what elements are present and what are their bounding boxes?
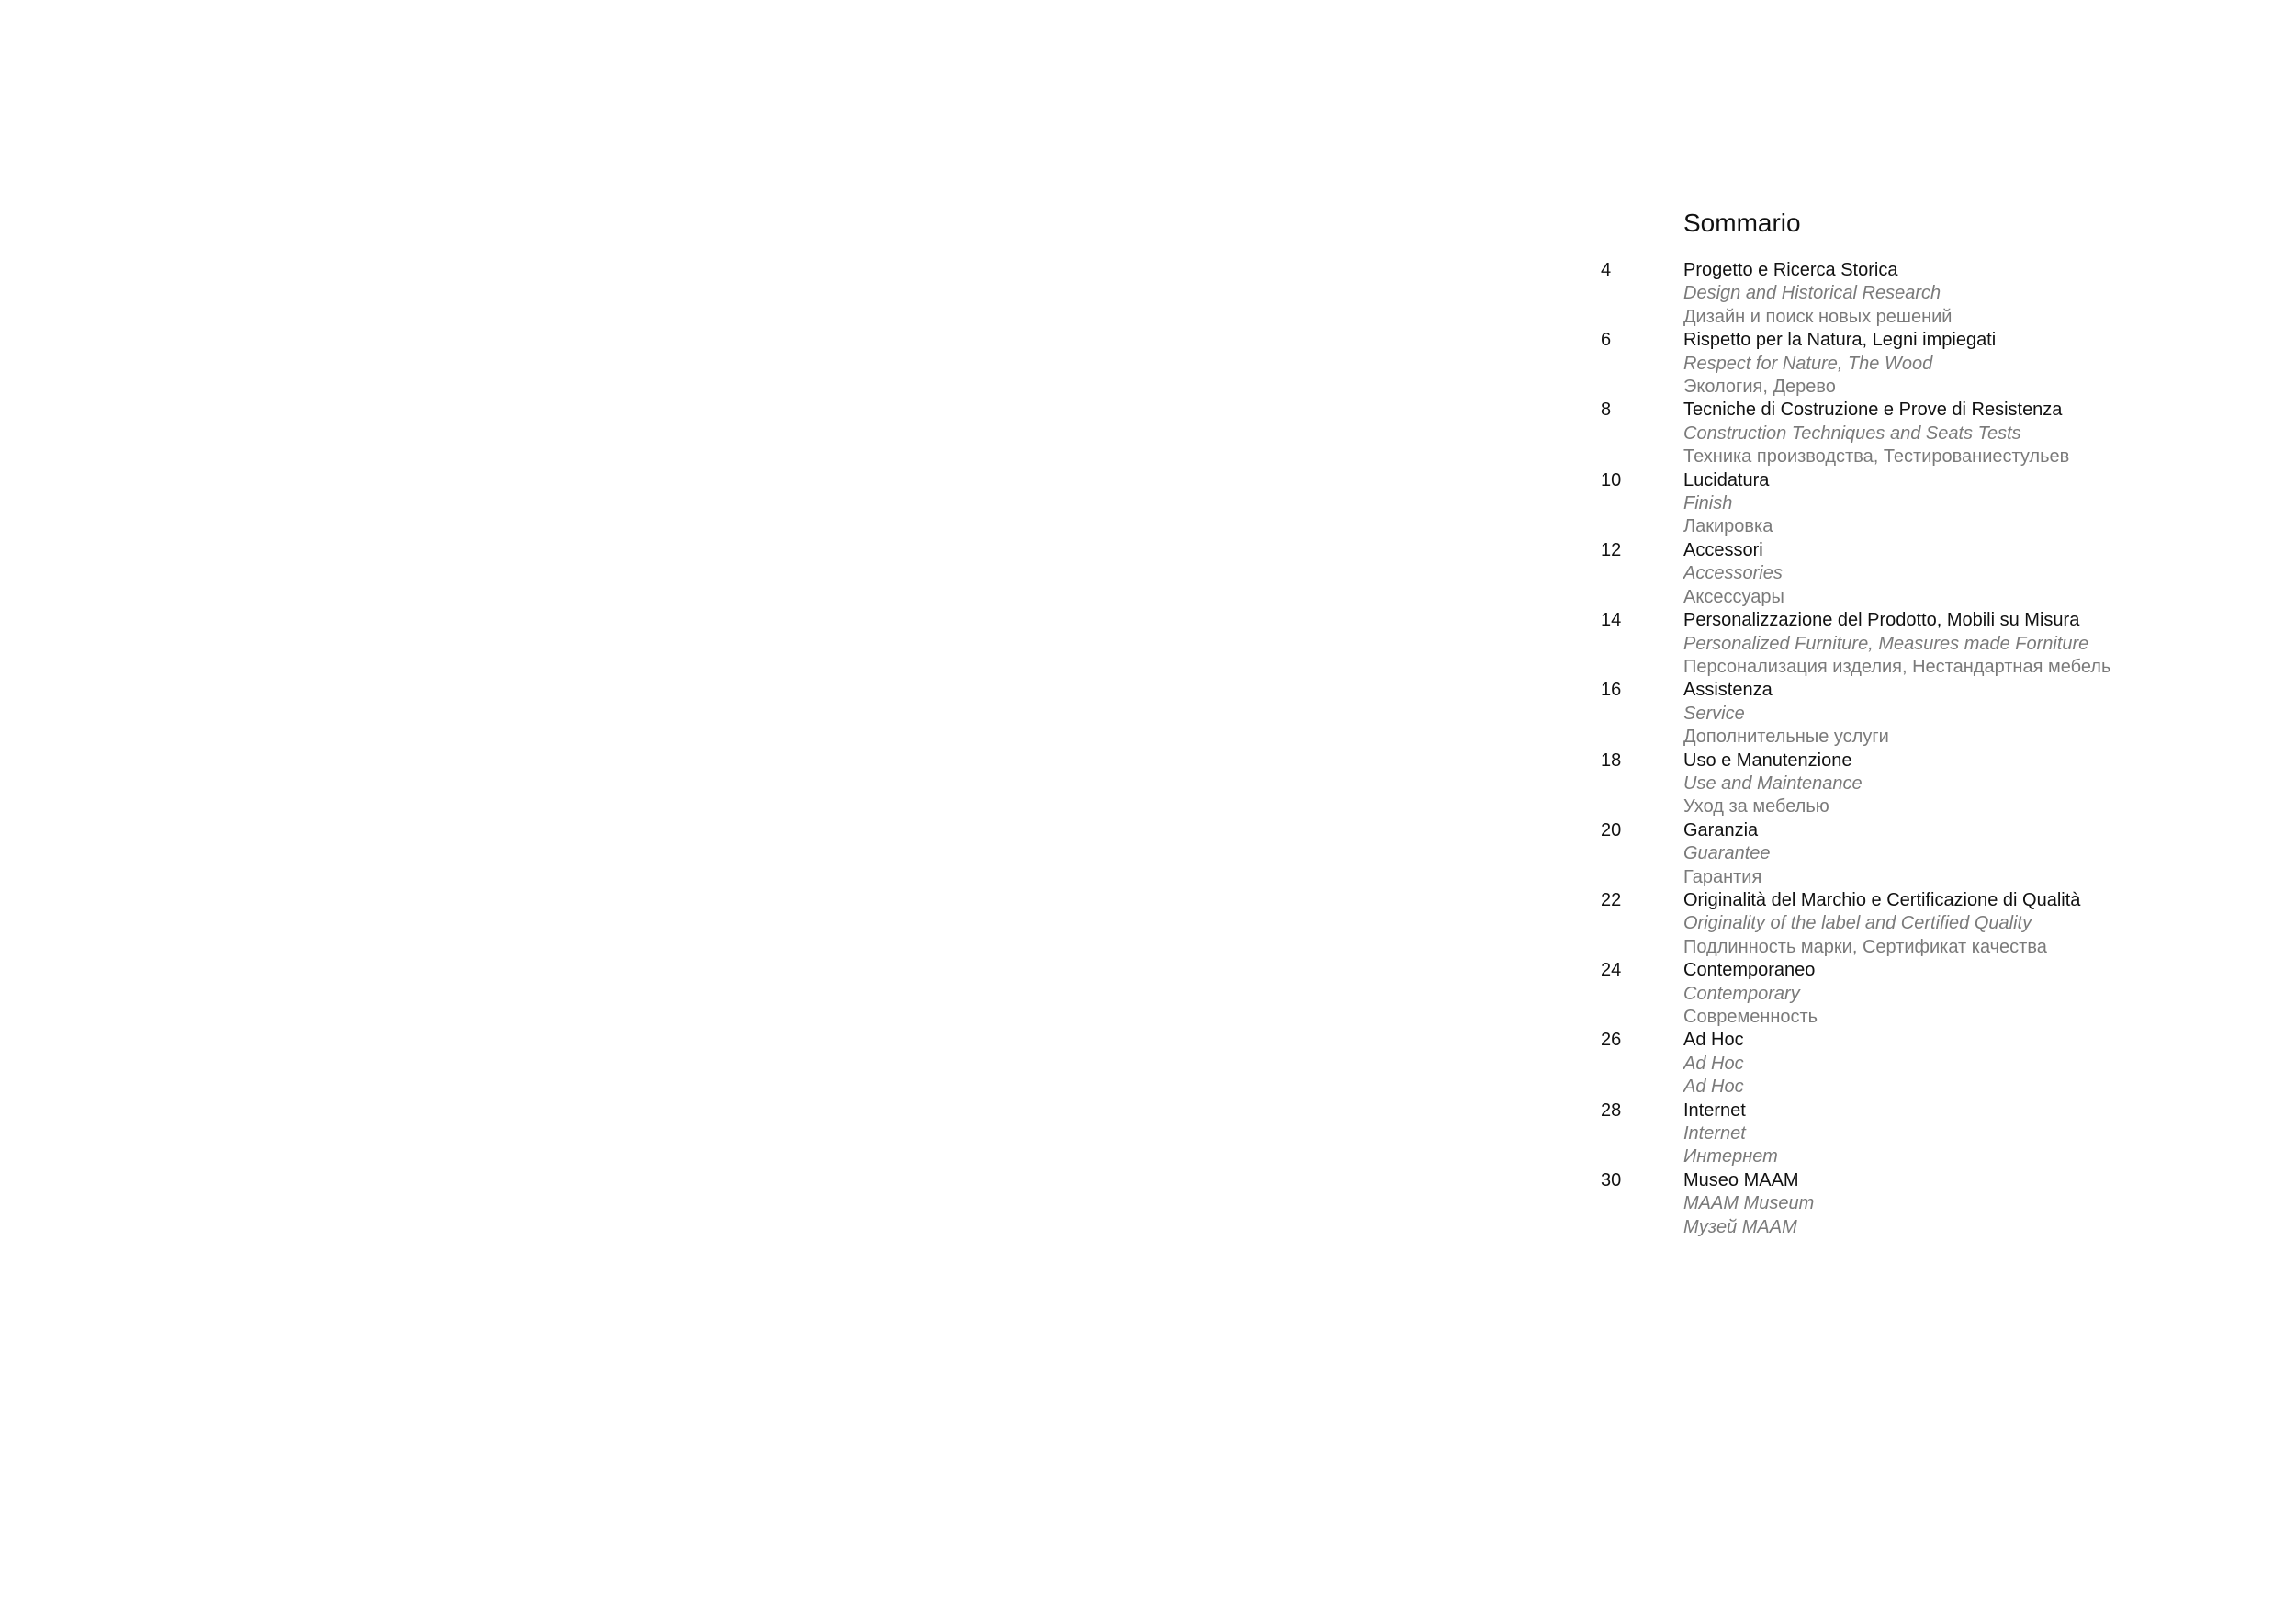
toc-title-russian: Дизайн и поиск новых решений xyxy=(1683,306,1953,327)
toc-title-russian: Аксессуары xyxy=(1683,586,1784,607)
toc-page-number: 30 xyxy=(1601,1169,1622,1190)
toc-title-russian: Интернет xyxy=(1683,1146,1778,1167)
toc-title-english: Contemporary xyxy=(1683,983,1800,1004)
toc-entry[interactable] xyxy=(1601,1100,2110,1169)
toc-title-english: Internet xyxy=(1683,1123,1746,1145)
toc-page-number: 12 xyxy=(1601,539,1622,560)
toc-title-russian: Современность xyxy=(1683,1007,1818,1027)
toc-entry[interactable] xyxy=(1601,1169,2110,1239)
toc-title-italian: Accessori xyxy=(1683,539,1763,560)
toc-entries xyxy=(1601,259,2110,1239)
toc-page-number: 8 xyxy=(1601,400,1612,421)
toc-entry[interactable] xyxy=(1601,959,2110,1029)
toc-entry[interactable] xyxy=(1601,819,2110,889)
toc-title-russian: Подлинность марки, Сертификат качества xyxy=(1683,936,2047,957)
toc-title-russian: Гарантия xyxy=(1683,866,1762,887)
toc-title-english: Originality of the label and Certified Quality xyxy=(1683,913,2032,934)
toc-entry[interactable] xyxy=(1601,539,2110,609)
toc-title-russian: Уход за мебелью xyxy=(1683,796,1829,818)
table-of-contents xyxy=(1601,208,2110,1239)
toc-entry[interactable] xyxy=(1601,329,2110,399)
toc-entry[interactable] xyxy=(1601,889,2110,959)
toc-page-number: 4 xyxy=(1601,260,1612,280)
toc-title-english: Construction Techniques and Seats Tests xyxy=(1683,423,2021,444)
toc-page-number: 28 xyxy=(1601,1100,1622,1121)
toc-title-russian: Техника производства, Тестированиестульев xyxy=(1683,446,2070,468)
toc-entry[interactable] xyxy=(1601,609,2110,679)
toc-title-italian: Museo MAAM xyxy=(1683,1169,1799,1190)
toc-entry[interactable] xyxy=(1601,750,2110,819)
toc-title-english: MAAM Museum xyxy=(1683,1193,1815,1214)
toc-title-russian: Персонализация изделия, Нестандартная мебель xyxy=(1683,656,2111,677)
toc-title-italian: Ad Hoc xyxy=(1683,1030,1744,1051)
toc-page-number: 22 xyxy=(1601,889,1622,910)
toc-title-english: Service xyxy=(1683,703,1745,724)
toc-title-italian: Uso e Manutenzione xyxy=(1683,750,1852,771)
toc-title-russian: Музей MAAM xyxy=(1683,1216,1797,1237)
toc-title-italian: Internet xyxy=(1683,1100,1746,1121)
toc-title-italian: Personalizzazione del Prodotto, Mobili su Misura xyxy=(1683,610,2080,631)
toc-page-number: 10 xyxy=(1601,469,1622,491)
toc-title-italian: Assistenza xyxy=(1683,680,1773,701)
toc-title-english: Finish xyxy=(1683,493,1733,514)
toc-title-english: Respect for Nature, The Wood xyxy=(1683,353,1933,374)
toc-title-russian: Дополнительные услуги xyxy=(1683,727,1889,748)
toc-entry[interactable] xyxy=(1601,1029,2110,1099)
toc-title-russian: Лакировка xyxy=(1683,516,1773,537)
toc-entry[interactable] xyxy=(1601,259,2110,329)
toc-title-italian: Rispetto per la Natura, Legni impiegati xyxy=(1683,330,1997,351)
toc-title-italian: Lucidatura xyxy=(1683,469,1770,491)
toc-entry[interactable] xyxy=(1601,469,2110,539)
toc-title-english: Use and Maintenance xyxy=(1683,773,1863,794)
toc-title-italian: Progetto e Ricerca Storica xyxy=(1683,260,1898,280)
toc-title-italian: Garanzia xyxy=(1683,819,1759,840)
toc-page-number: 24 xyxy=(1601,960,1622,981)
toc-title-english: Design and Historical Research xyxy=(1683,283,1941,304)
toc-page-number: 18 xyxy=(1601,750,1622,771)
toc-entry[interactable] xyxy=(1601,679,2110,749)
toc-page-number: 16 xyxy=(1601,680,1622,701)
toc-title-english: Guarantee xyxy=(1683,843,1771,864)
toc-page-number: 26 xyxy=(1601,1030,1622,1051)
toc-title: Sommario xyxy=(1683,209,1801,237)
toc-title-english: Personalized Furniture, Measures made Forniture xyxy=(1683,633,2089,654)
toc-page-number: 14 xyxy=(1601,610,1622,631)
toc-title-russian: Ad Hoc xyxy=(1683,1077,1744,1098)
toc-page-number: 6 xyxy=(1601,330,1612,351)
toc-title-russian: Экология, Дерево xyxy=(1683,377,1836,398)
toc-title-english: Accessories xyxy=(1683,563,1783,584)
toc-title-italian: Contemporaneo xyxy=(1683,960,1816,981)
toc-entry[interactable] xyxy=(1601,399,2110,468)
toc-page-number: 20 xyxy=(1601,819,1622,840)
toc-title-english: Ad Hoc xyxy=(1683,1053,1744,1074)
toc-title-italian: Tecniche di Costruzione e Prove di Resistenza xyxy=(1683,400,2063,421)
toc-title-italian: Originalità del Marchio e Certificazione di Qualità xyxy=(1683,889,2081,910)
